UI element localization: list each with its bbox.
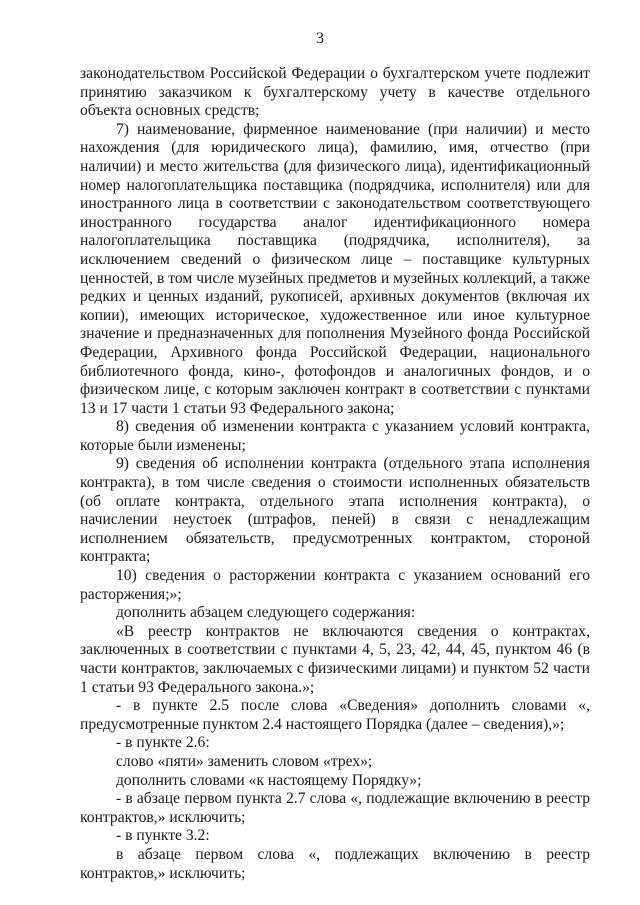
paragraph-point-2-7: - в абзаце первом пункта 2.7 слова «, подлежащие включению в реестр контрактов,» исключить; <box>80 790 590 826</box>
paragraph-point-3-2: - в пункте 3.2: <box>116 827 210 845</box>
paragraph-continuation: законодательством Российской Федерации о бухгалтерском учете подлежит принятию заказчиком к бухгалтерскому учету в качестве отдельного объекта основных средств; <box>80 65 590 120</box>
paragraph-exclude-words: в абзаце первом слова «, подлежащих включению в реестр контрактов,» исключить; <box>80 845 590 882</box>
paragraph-item-7: 7) наименование, фирменное наименование (при наличии) и место нахождения (для юридического лица), фамилию, имя, отчество (при наличии) и место жительства (для физического лица), идентификационный номер налогоплательщика поставщика (подрядчика, исполнителя) или для иностранного лица в соответствии с законодательством соответствующего иностранного государства аналог идентификационного номера налогоплательщика поставщика (подрядчика, исполнителя), за исключением сведений о физическом лице – поставщике культурных ценностей, в том числе музейных предметов и музейных коллекций, а также редких и ценных изданий, рукописей, архивных документов (включая их копии), имеющих историческое, художественное или иное культурное значение и предназначенных для пополнения Музейного фонда Российской Федерации, Архивного фонда Российской Федерации, национального библиотечного фонда, кино-, фотофондов и аналогичных фондов, и о физическом лице, с которым заключен контракт в соответствии с пунктами 13 и 17 части 1 статьи 93 Федерального закона; <box>80 120 590 417</box>
paragraph-add-abzac: дополнить абзацем следующего содержания: <box>116 604 416 622</box>
paragraph-item-10: 10) сведения о расторжении контракта с указанием оснований его расторжения;»; <box>80 567 590 603</box>
paragraph-point-2-6: - в пункте 2.6: <box>116 734 210 752</box>
document-body <box>80 65 590 883</box>
paragraph-item-9: 9) сведения об исполнении контракта (отдельного этапа исполнения контракта), в том числе сведения о стоимости исполненных обязательств (об оплате контракта, отдельного этапа исполнения контракта), о начислении неустоек (штрафов, пеней) в связи с ненадлежащим исполнением обязательств, предусмотренных контрактом, стороной контракта; <box>80 455 590 566</box>
paragraph-quote-reestr: «В реестр контрактов не включаются сведения о контрактах, заключенных в соответствии с пунктами 4, 5, 23, 42, 44, 45, пунктом 46 (в части контрактов, заключаемых с физическими лицами) и пунктом 52 части 1 статьи 93 Федерального закона.»; <box>80 622 590 696</box>
paragraph-replace-word: слово «пяти» заменить словом «трех»; <box>116 752 373 770</box>
paragraph-add-words: дополнить словами «к настоящему Порядку»; <box>116 771 422 789</box>
page-number: 3 <box>316 30 324 47</box>
paragraph-point-2-5: - в пункте 2.5 после слова «Сведения» дополнить словами «, предусмотренные пунктом 2.4 настоящего Порядка (далее – сведения),»; <box>80 697 590 733</box>
paragraph-item-8: 8) сведения об изменении контракта с указанием условий контракта, которые были изменены; <box>80 418 590 454</box>
